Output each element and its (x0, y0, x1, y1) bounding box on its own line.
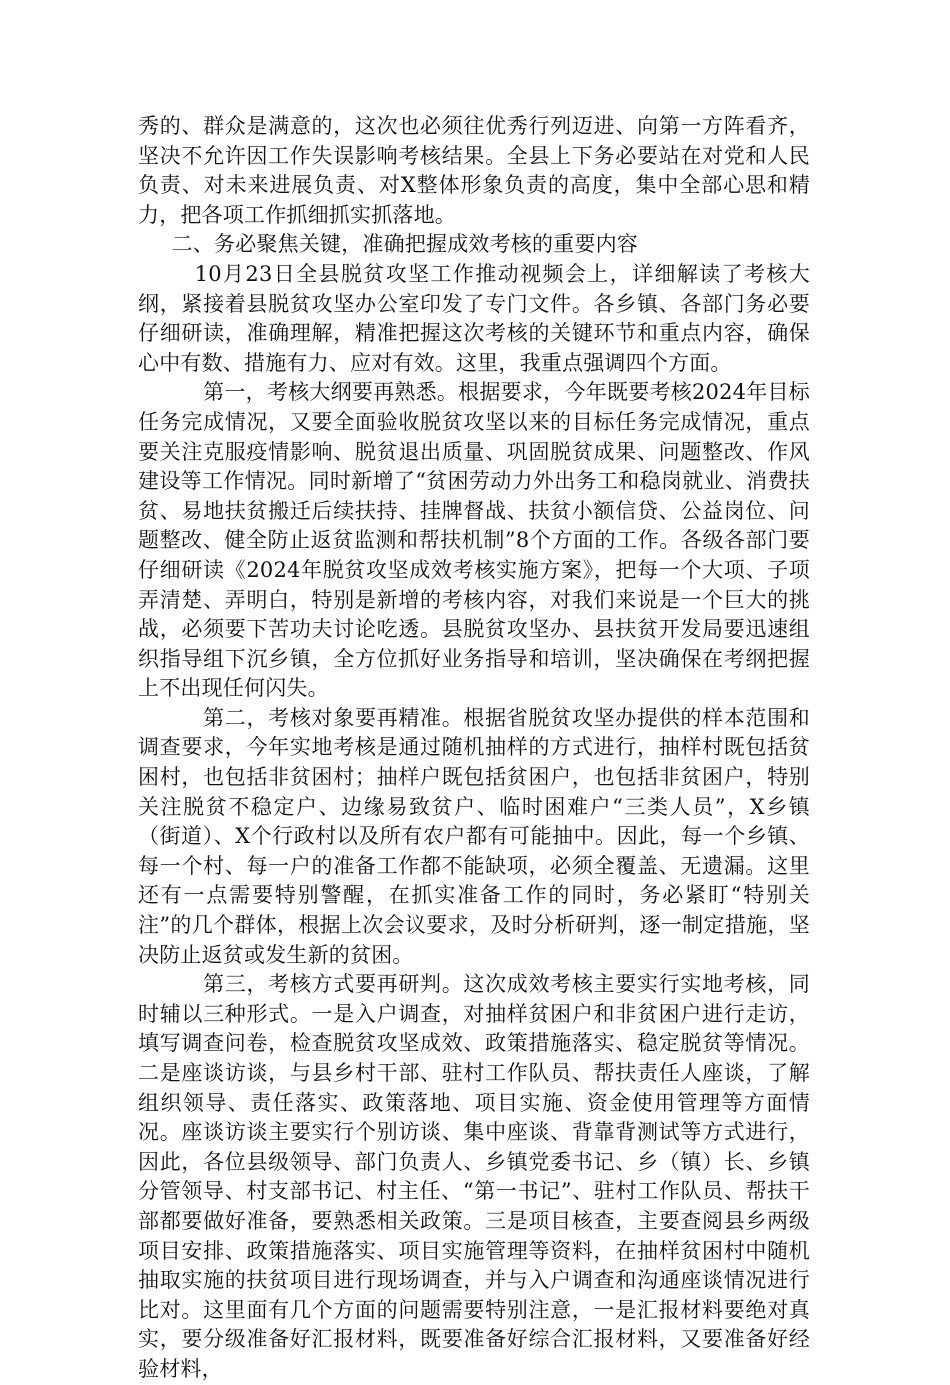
section-heading: 二、务必聚焦关键，准确把握成效考核的重要内容 (171, 232, 638, 257)
paragraph-intro: 10月23日全县脱贫攻坚工作推动视频会上，详细解读了考核大纲，紧接着县脱贫攻坚办公室印发了专门文件。各乡镇、各部门务必要仔细研读，准确理解，精准把握这次考核的关键环节和重点内容，确保心中有数、措施有力、应对有效。这里，我重点强调四个方面。 (138, 261, 810, 375)
paragraph-point-three: 第三，考核方式要再研判。这次成效考核主要实行实地考核，同时辅以三种形式。一是入户调查，对抽样贫困户和非贫困户进行走访，填写调查问卷，检查脱贫攻坚成效、政策措施落实、稳定脱贫等情况。二是座谈访谈，与县乡村干部、驻村工作队员、帮扶责任人座谈，了解组织领导、责任落实、政策落地、项目实施、资金使用管理等方面情况。座谈访谈主要实行个别访谈、集中座谈、背靠背测试等方式进行，因此，各位县级领导、部门负责人、乡镇党委书记、乡（镇）长、乡镇分管领导、村支部书记、村主任、“第一书记”、驻村工作队员、帮扶干部都要做好准备，要熟悉相关政策。三是项目核查，主要查阅县乡两级项目安排、政策措施落实、项目实施管理等资料，在抽样贫困村中随机抽取实施的扶贫项目进行现场调查，并与入户调查和沟通座谈情况进行比对。这里面有几个方面的问题需要特别注意，一是汇报材料要绝对真实，要分级准备好汇报材料，既要准备好综合汇报材料，又要准备好经验材料， (138, 972, 810, 1381)
paragraph-continuation: 秀的、群众是满意的，这次也必须往优秀行列迈进、向第一方阵看齐，坚决不允许因工作失误影响考核结果。全县上下务必要站在对党和人民负责、对未来进展负责、对X整体形象负责的高度，集中全部心思和精力，把各项工作抓细抓实抓落地。 (138, 114, 810, 227)
document-page (138, 112, 810, 1385)
paragraph-point-two: 第二，考核对象要再精准。根据省脱贫攻坚办提供的样本范围和调查要求，今年实地考核是通过随机抽样的方式进行，抽样村既包括贫困村，也包括非贫困村；抽样户既包括贫困户，也包括非贫困户，特别关注脱贫不稳定户、边缘易致贫户、临时困难户“三类人员”，X乡镇（街道）、X个行政村以及所有农户都有可能抽中。因此，每一个乡镇、每一个村、每一户的准备工作都不能缺项，必须全覆盖、无遗漏。这里还有一点需要特别警醒，在抓实准备工作的同时，务必紧盯“特别关注”的几个群体，根据上次会议要求，及时分析研判，逐一制定措施，坚决防止返贫或发生新的贫困。 (138, 705, 810, 967)
paragraph-point-one: 第一，考核大纲要再熟悉。根据要求，今年既要考核2024年目标任务完成情况，又要全面验收脱贫攻坚以来的目标任务完成情况，重点要关注克服疫情影响、脱贫退出质量、巩固脱贫成果、问题整改、作风建设等工作情况。同时新增了“贫困劳动力外出务工和稳岗就业、消费扶贫、易地扶贫搬迁后续扶持、挂牌督战、扶贫小额信贷、公益岗位、问题整改、健全防止返贫监测和帮扶机制”8个方面的工作。各级各部门要仔细研读《2024年脱贫攻坚成效考核实施方案》，把每一个大项、子项弄清楚、弄明白，特别是新增的考核内容，对我们来说是一个巨大的挑战，必须要下苦功夫讨论吃透。县脱贫攻坚办、县扶贫开发局要迅速组织指导组下沉乡镇，全方位抓好业务指导和培训，坚决确保在考纲把握上不出现任何闪失。 (138, 380, 810, 701)
